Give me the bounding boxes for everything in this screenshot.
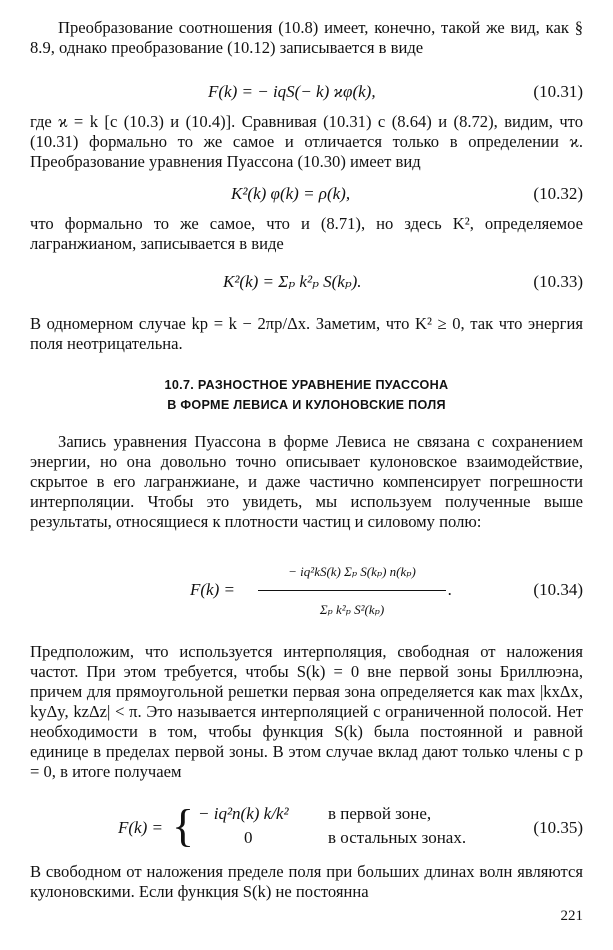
equation-10-32-formula: K²(k) φ(k) = ρ(k), <box>231 184 351 203</box>
paragraph-5 <box>30 432 583 532</box>
equation-10-35 <box>30 800 583 856</box>
paragraph-2-text: где ϰ = k [с (10.3) и (10.4)]. Сравнивая (10.31) с (8.64) и (8.72), видим, что (10.31) формально то же самое и отличается только в определении ϰ. Преобразование уравнения Пуассона (10.30) имеет вид <box>30 112 583 171</box>
page-number: 221 <box>560 908 583 924</box>
equation-10-34 <box>30 562 583 642</box>
equation-10-34-fraction <box>258 562 446 642</box>
paragraph-3-text: что формально то же самое, что и (8.71), но здесь K², определяемое лагранжианом, записывается в виде <box>30 214 583 253</box>
paragraph-5-text: Запись уравнения Пуассона в форме Левиса не связана с сохранением энергии, но она довольно точно описывает кулоновское взаимодействие, скрытое в его лагранжиане, и даже частично компенсирует погрешности интерполяции. Чтобы это увидеть, мы используем полученные выше результаты, относящиеся к плотности частиц и силовому полю: <box>30 432 583 531</box>
equation-10-32-number: (10.32) <box>533 184 583 203</box>
paragraph-1 <box>30 18 583 58</box>
equation-10-35-case-1-cond: в первой зоне, <box>328 804 432 823</box>
equation-10-34-denominator: Σₚ k²ₚ S²(kₚ) <box>319 602 385 617</box>
paragraph-6 <box>30 642 583 782</box>
paragraph-7 <box>30 862 583 902</box>
equation-10-35-brace: { <box>172 800 195 851</box>
section-heading-line-2: В ФОРМЕ ЛЕВИСА И КУЛОНОВСКИЕ ПОЛЯ <box>167 398 446 412</box>
paragraph-1-text: Преобразование соотношения (10.8) имеет, конечно, такой же вид, как § 8.9, однако преобразование (10.12) записывается в виде <box>30 18 583 57</box>
equation-10-35-case-2-expr: 0 <box>244 828 253 847</box>
equation-10-34-tail: . <box>448 580 453 599</box>
equation-10-31-number: (10.31) <box>533 82 583 101</box>
section-heading-line-1: 10.7. РАЗНОСТНОЕ УРАВНЕНИЕ ПУАССОНА <box>164 378 449 392</box>
equation-10-35-case-1-expr: − iq²n(k) k/k² <box>198 804 289 823</box>
paragraph-7-text: В свободном от наложения пределе поля при больших длинах волн являются кулоновскими. Если функция S(k) не постоянна <box>30 862 583 901</box>
equation-10-33-number: (10.33) <box>533 272 583 291</box>
paragraph-4 <box>30 314 583 354</box>
equation-10-34-numerator: − iq²kS(k) Σₚ S(kₚ) n(kₚ) <box>288 564 416 579</box>
equation-10-32 <box>30 182 583 206</box>
equation-10-35-number: (10.35) <box>533 818 583 837</box>
equation-10-35-lhs: F(k) = <box>118 818 163 837</box>
equation-10-35-case-2-cond: в остальных зонах. <box>328 828 467 847</box>
paragraph-6-text: Предположим, что используется интерполяция, свободная от наложения частот. При этом требуется, чтобы S(k) = 0 вне первой зоны Бриллюэна, причем для прямоугольной решетки первая зона определяется как max |kxΔx, kyΔy, kzΔz| < π. Это называется интерполяцией с ограниченной полосой. Нет необходимости в том, чтобы функция S(k) была постоянной и равной единице в пределах первой зоны. В этом случае вклад дают только члены с p = 0, в итоге получаем <box>30 642 583 781</box>
equation-10-34-fraction-bar <box>258 590 446 591</box>
equation-10-31-formula: F(k) = − iqS(− k) ϰφ(k), <box>208 82 376 101</box>
equation-10-33-formula: K²(k) = Σₚ k²ₚ S(kₚ). <box>223 272 362 291</box>
equation-10-33 <box>30 270 583 294</box>
equation-10-34-number: (10.34) <box>533 580 583 599</box>
paragraph-4-text: В одномерном случае kp = k − 2πp/Δx. Заметим, что K² ≥ 0, так что энергия поля неотрицательна. <box>30 314 583 353</box>
paragraph-3 <box>30 214 583 254</box>
equation-10-31 <box>30 80 583 104</box>
equation-10-34-lhs: F(k) = <box>190 580 235 599</box>
paragraph-2 <box>30 112 583 172</box>
